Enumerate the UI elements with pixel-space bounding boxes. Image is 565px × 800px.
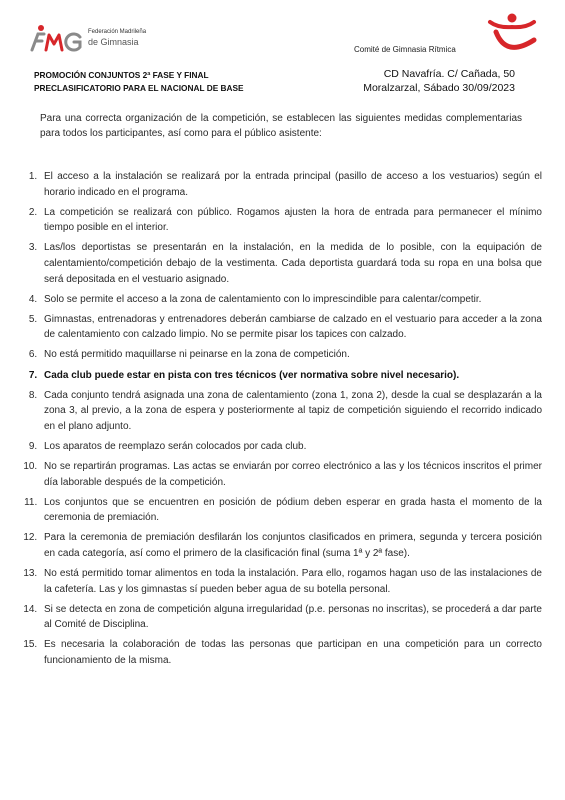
rule-item: 1. El acceso a la instalación se realizará por la entrada principal (pasillo de acceso a los vestuarios) según el horario indicado en el programa. (40, 169, 542, 200)
event-date: Moralzarzal, Sábado 30/09/2023 (363, 82, 515, 94)
intro-paragraph: Para una correcta organización de la competición, se establecen las siguientes medidas complementarias para todos los participantes, así como para el público asistente: (40, 113, 522, 139)
committee-name: Comité de Gimnasia Rítmica (354, 45, 456, 54)
rule-item: 5. Gimnastas, entrenadoras y entrenadores deberán cambiarse de calzado en el vestuario para acceder a la zona de calentamiento con calzado limpio. No se permite pisar los tapices con calzado. (40, 312, 542, 343)
rules-list (20, 169, 542, 673)
rule-item: 8. Cada conjunto tendrá asignada una zona de calentamiento (zona 1, zona 2), desde la cual se desplazarán a la zona 3, al previo, a la zona de espera y posteriormente al tapiz de competición siguiendo el recorrido indicado en el plano adjunto. (40, 388, 542, 435)
rhythmic-gymnastics-gymnast-icon (486, 12, 538, 56)
rule-item: 6. No está permitido maquillarse ni peinarse en la zona de competición. (40, 347, 542, 363)
event-title (34, 69, 244, 95)
rule-item: 2. La competición se realizará con público. Rogamos ajusten la hora de entrada para permanecer el mínimo tiempo posible en el interior. (40, 205, 542, 236)
federation-logo (28, 22, 168, 58)
rule-item: 3. Las/los deportistas se presentarán en la instalación, en la medida de lo posible, con la equipación de calentamiento/competición debajo de la vestimenta. Cada deportista guardará toda su ropa en una bolsa que será depositada en el vestuario asignado. (40, 240, 542, 287)
federation-name-line1: Federación Madrileña (88, 29, 147, 35)
federation-name-line2: de Gimnasia (88, 37, 139, 47)
event-location (363, 67, 515, 95)
rule-item: 11. Los conjuntos que se encuentren en posición de pódium deben esperar en grada hasta el momento de la ceremonia de premiación. (40, 495, 542, 526)
rule-item: 7. Cada club puede estar en pista con tres técnicos (ver normativa sobre nivel necesario). (40, 368, 542, 384)
rule-item: 15. Es necesaria la colaboración de todas las personas que participan en una competición para un correcto funcionamiento de la misma. (40, 637, 542, 668)
rule-item: 4. Solo se permite el acceso a la zona de calentamiento con lo imprescindible para calentar/competir. (40, 292, 542, 308)
rule-item: 13. No está permitido tomar alimentos en toda la instalación. Para ello, rogamos hagan uso de las instalaciones de la cafetería. Las y los gimnastas sí pueden beber agua de su botella personal. (40, 566, 542, 597)
rule-item: 9. Los aparatos de reemplazo serán colocados por cada club. (40, 439, 542, 455)
event-title-line1: PROMOCIÓN CONJUNTOS 2ª FASE Y FINAL (34, 70, 209, 80)
rule-item: 14. Si se detecta en zona de competición alguna irregularidad (p.e. personas no inscritas), se procederá a dar parte al Comité de Disciplina. (40, 602, 542, 633)
fmg-logo-icon (28, 22, 86, 56)
rule-item: 12. Para la ceremonia de premiación desfilarán los conjuntos clasificados en primera, segunda y tercera posición en cada categoría, así como el primero de la clasificación final (suma 1ª y 2ª fase). (40, 530, 542, 561)
event-title-line2: PRECLASIFICATORIO PARA EL NACIONAL DE BASE (34, 83, 244, 93)
rule-item: 10. No se repartirán programas. Las actas se enviarán por correo electrónico a las y los técnicos inscritos el primer día laborable después de la competición. (40, 459, 542, 490)
venue-address: CD Navafría. C/ Cañada, 50 (383, 68, 515, 80)
